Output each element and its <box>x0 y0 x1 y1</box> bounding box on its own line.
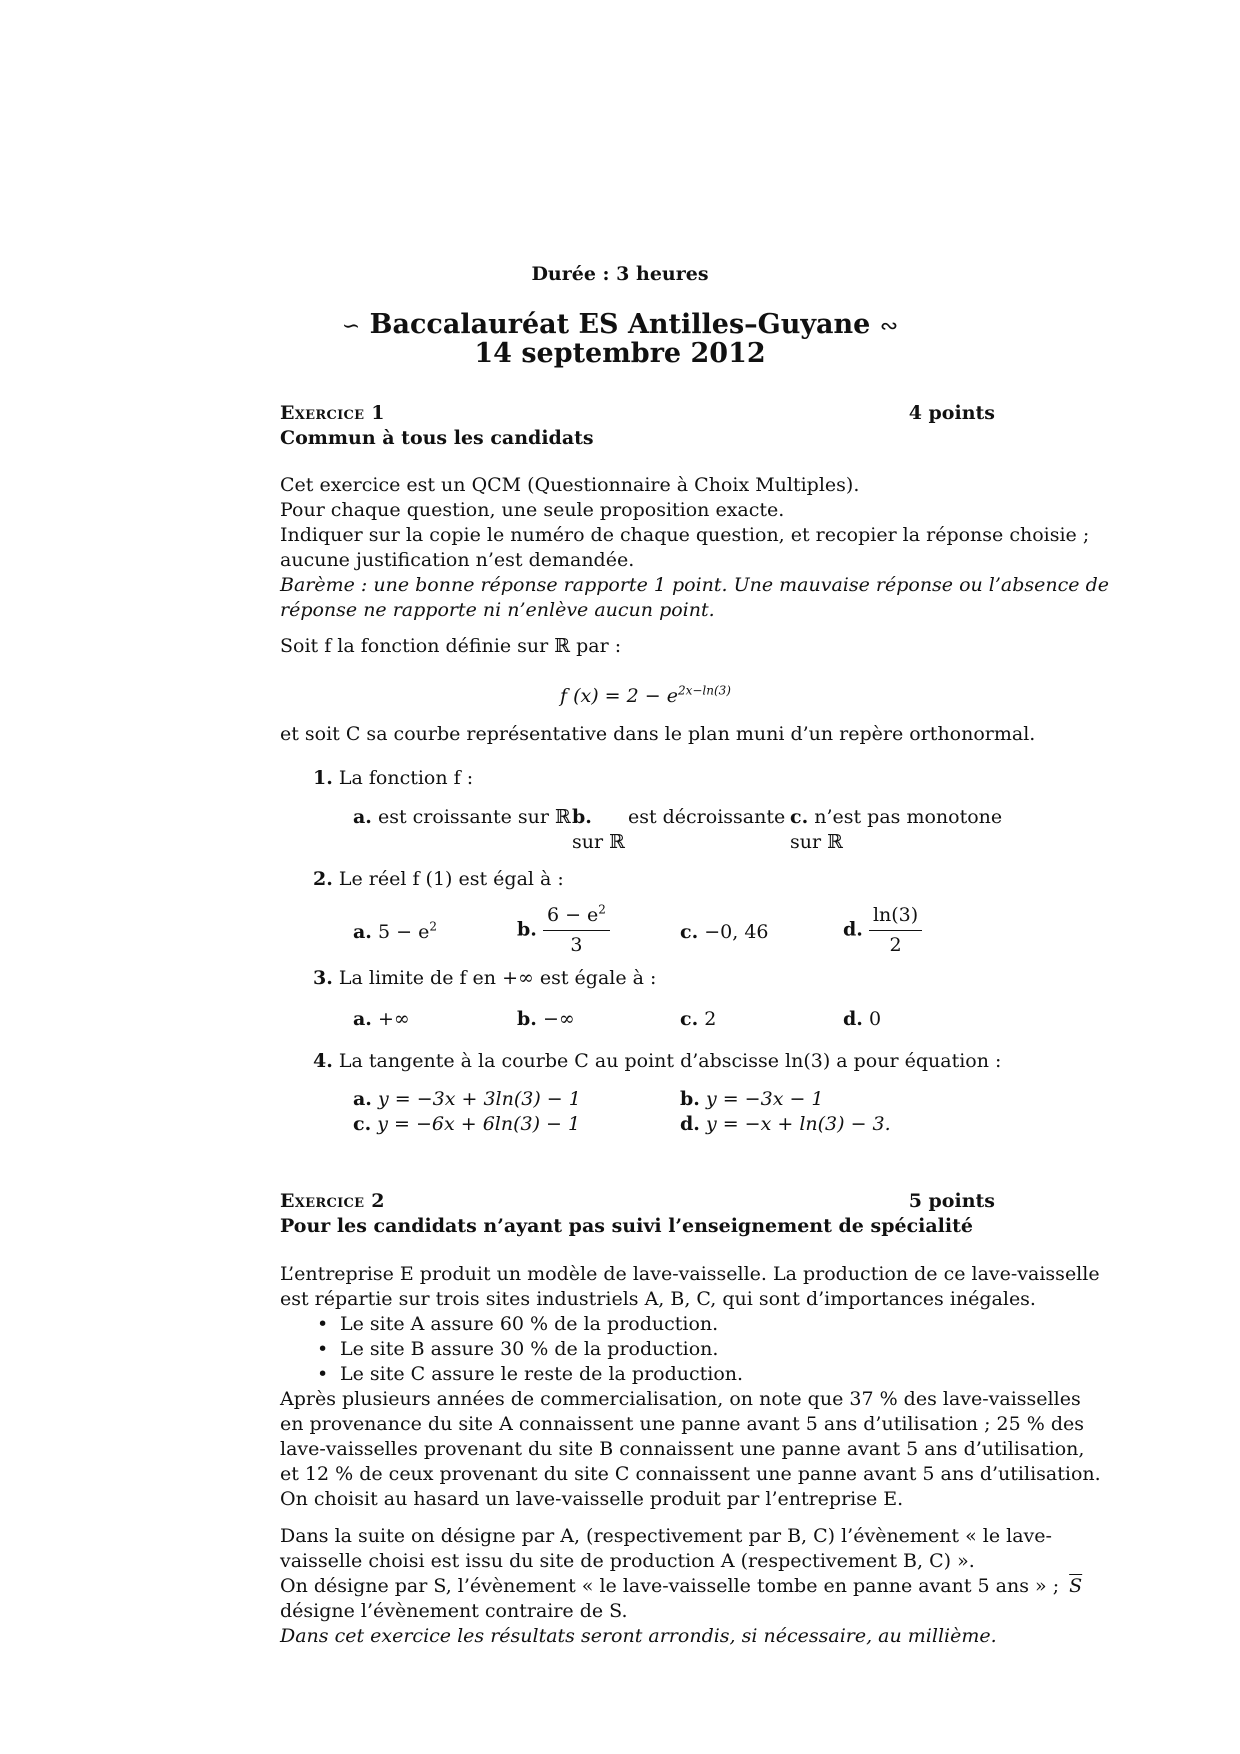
exercise-1-points: 4 points <box>908 402 995 424</box>
q2-c-label: c. <box>680 921 699 943</box>
q3-c-text: 2 <box>704 1008 717 1030</box>
q1-c-line2: sur ℝ <box>790 831 843 853</box>
q2-d-denominator: 2 <box>889 934 902 956</box>
ex2-p1-line-2: est répartie sur trois sites industriels A, B, C, qui sont d’importances inégales. <box>280 1288 1036 1310</box>
q4-d-text: y = −x + ln(3) − 3. <box>705 1113 891 1135</box>
exercise-2-audience: Pour les candidats n’ayant pas suivi l’enseignement de spécialité <box>280 1215 973 1237</box>
q4-option-c <box>353 1112 580 1137</box>
q2-d-numerator: ln(3) <box>869 903 922 931</box>
question-4-number: 4. <box>313 1050 333 1072</box>
q1-option-a <box>353 805 571 830</box>
q3-d-text: 0 <box>868 1008 882 1030</box>
question-3-number: 3. <box>313 967 333 989</box>
q4-b-text: y = −3x − 1 <box>705 1088 824 1110</box>
exam-date: 14 septembre 2012 <box>474 338 766 369</box>
q3-d-label: d. <box>843 1008 863 1030</box>
q1-a-label: a. <box>353 806 372 828</box>
q1-c-label: c. <box>790 806 809 828</box>
intro-line-1: Cet exercice est un QCM (Questionnaire à Choix Multiples). <box>280 474 860 496</box>
exercise-1-audience: Commun à tous les candidats <box>280 427 594 449</box>
q1-b-label: b. <box>572 806 592 828</box>
q3-a-label: a. <box>353 1008 372 1030</box>
definition-text: Soit f la fonction définie sur ℝ par : <box>280 635 622 657</box>
q4-option-a <box>353 1087 581 1112</box>
q2-a-sup: 2 <box>429 919 437 934</box>
question-1-text: La fonction f : <box>338 767 474 789</box>
q3-b-text: −∞ <box>542 1008 575 1030</box>
ex2-p2-line-5: On choisit au hasard un lave-vaisselle produit par l’entreprise E. <box>280 1488 904 1510</box>
question-2-number: 2. <box>313 868 333 890</box>
bareme-line-1: Barème : une bonne réponse rapporte 1 point. Une mauvaise réponse ou l’absence de <box>280 574 1109 596</box>
intro-line-4: aucune justification n’est demandée. <box>280 549 635 571</box>
q3-option-a <box>353 1007 410 1032</box>
q1-c-line1: n’est pas monotone <box>814 806 1003 828</box>
ex2-p3-line-1: Dans la suite on désigne par A, (respectivement par B, C) l’évènement « le lave- <box>280 1525 1052 1547</box>
q2-b-denominator: 3 <box>570 934 583 956</box>
q2-b-fraction <box>543 903 610 958</box>
question-2-text: Le réel f (1) est égal à : <box>338 868 564 890</box>
duration: Durée : 3 heures <box>531 263 709 285</box>
list-item: • Le site C assure le reste de la production. <box>280 1362 743 1387</box>
q4-option-d <box>680 1112 891 1137</box>
q1-option-c <box>790 805 1002 830</box>
q3-option-c <box>680 1007 716 1032</box>
formula-lhs: f (x) = 2 − e <box>560 685 678 707</box>
q4-b-label: b. <box>680 1088 700 1110</box>
q4-a-text: y = −3x + 3ln(3) − 1 <box>377 1088 581 1110</box>
q1-option-b <box>572 805 785 830</box>
ex2-p1-line-1: L’entreprise E produit un modèle de lave-vaisselle. La production de ce lave-vaisselle <box>280 1263 1100 1285</box>
question-2 <box>313 867 564 892</box>
ex2-p3-line-3-text: On désigne par S, l’évènement « le lave-vaisselle tombe en panne avant 5 ans » ; <box>280 1575 1060 1597</box>
q2-option-d <box>843 903 922 958</box>
question-1-number: 1. <box>313 767 333 789</box>
title-text: Baccalauréat ES Antilles–Guyane <box>369 309 871 340</box>
q1-b-line1: est décroissante <box>627 806 786 828</box>
exercise-2-points: 5 points <box>908 1190 995 1212</box>
q2-d-fraction <box>869 903 922 958</box>
ex2-p2-line-2: en provenance du site A connaissent une panne avant 5 ans d’utilisation ; 25 % des <box>280 1413 1084 1435</box>
ex2-p2-line-3: lave-vaisselles provenant du site B connaissent une panne avant 5 ans d’utilisation, <box>280 1438 1085 1460</box>
q3-b-label: b. <box>517 1008 537 1030</box>
intro-line-2: Pour chaque question, une seule proposition exacte. <box>280 499 785 521</box>
ex2-p3-line-4: désigne l’évènement contraire de S. <box>280 1600 628 1622</box>
function-formula <box>560 684 731 709</box>
q2-a-label: a. <box>353 921 372 943</box>
q1-a-text: est croissante sur ℝ <box>377 806 571 828</box>
exercise-1-label: Exercice 1 <box>280 402 385 424</box>
q2-option-a <box>353 920 437 945</box>
q4-c-label: c. <box>353 1113 372 1135</box>
question-3 <box>313 966 656 991</box>
q4-a-label: a. <box>353 1088 372 1110</box>
question-4 <box>313 1049 1001 1074</box>
question-1 <box>313 766 473 791</box>
q2-c-text: −0, 46 <box>704 921 769 943</box>
s-complement: $\overline{S}$ <box>1069 1575 1083 1597</box>
site-share-list <box>280 1312 743 1387</box>
ex2-p3-line-3 <box>280 1574 1082 1599</box>
ornament-right-icon: ∾ <box>879 314 899 339</box>
ornament-left-icon: ∽ <box>341 314 361 339</box>
curve-definition: et soit C sa courbe représentative dans le plan muni d’un repère orthonormal. <box>280 723 1036 745</box>
q1-b-line2: sur ℝ <box>572 831 625 853</box>
list-item: • Le site A assure 60 % de la production. <box>280 1312 743 1337</box>
ex2-p3-line-2: vaisselle choisi est issu du site de production A (respectivement B, C) ». <box>280 1550 975 1572</box>
list-item: • Le site B assure 30 % de la production. <box>280 1337 743 1362</box>
q3-option-d <box>843 1007 881 1032</box>
rounding-note: Dans cet exercice les résultats seront arrondis, si nécessaire, au millième. <box>280 1625 997 1647</box>
question-3-text: La limite de f en +∞ est égale à : <box>338 967 657 989</box>
ex2-p2-line-4: et 12 % de ceux provenant du site C connaissent une panne avant 5 ans d’utilisation. <box>280 1463 1101 1485</box>
q2-option-c <box>680 920 769 945</box>
q2-d-label: d. <box>843 918 863 941</box>
q2-b-num-sup: 2 <box>598 902 606 917</box>
q2-option-b <box>517 903 610 958</box>
intro-line-3: Indiquer sur la copie le numéro de chaque question, et recopier la réponse choisie ; <box>280 524 1090 546</box>
q2-b-numerator <box>543 903 610 931</box>
question-4-text: La tangente à la courbe C au point d’abscisse ln(3) a pour équation : <box>338 1050 1002 1072</box>
q2-a-text: 5 − e <box>377 921 430 943</box>
q4-c-text: y = −6x + 6ln(3) − 1 <box>377 1113 581 1135</box>
formula-exponent: 2x−ln(3) <box>677 683 731 698</box>
q3-c-label: c. <box>680 1008 699 1030</box>
bareme-line-2: réponse ne rapporte ni n’enlève aucun point. <box>280 599 715 621</box>
q3-a-text: +∞ <box>377 1008 410 1030</box>
exercise-2-label: Exercice 2 <box>280 1190 385 1212</box>
q4-option-b <box>680 1087 824 1112</box>
q2-b-label: b. <box>517 918 537 941</box>
ex2-p2-line-1: Après plusieurs années de commercialisation, on note que 37 % des lave-vaisselles <box>280 1388 1081 1410</box>
q2-b-num-text: 6 − e <box>546 904 599 926</box>
q4-d-label: d. <box>680 1113 700 1135</box>
q3-option-b <box>517 1007 575 1032</box>
